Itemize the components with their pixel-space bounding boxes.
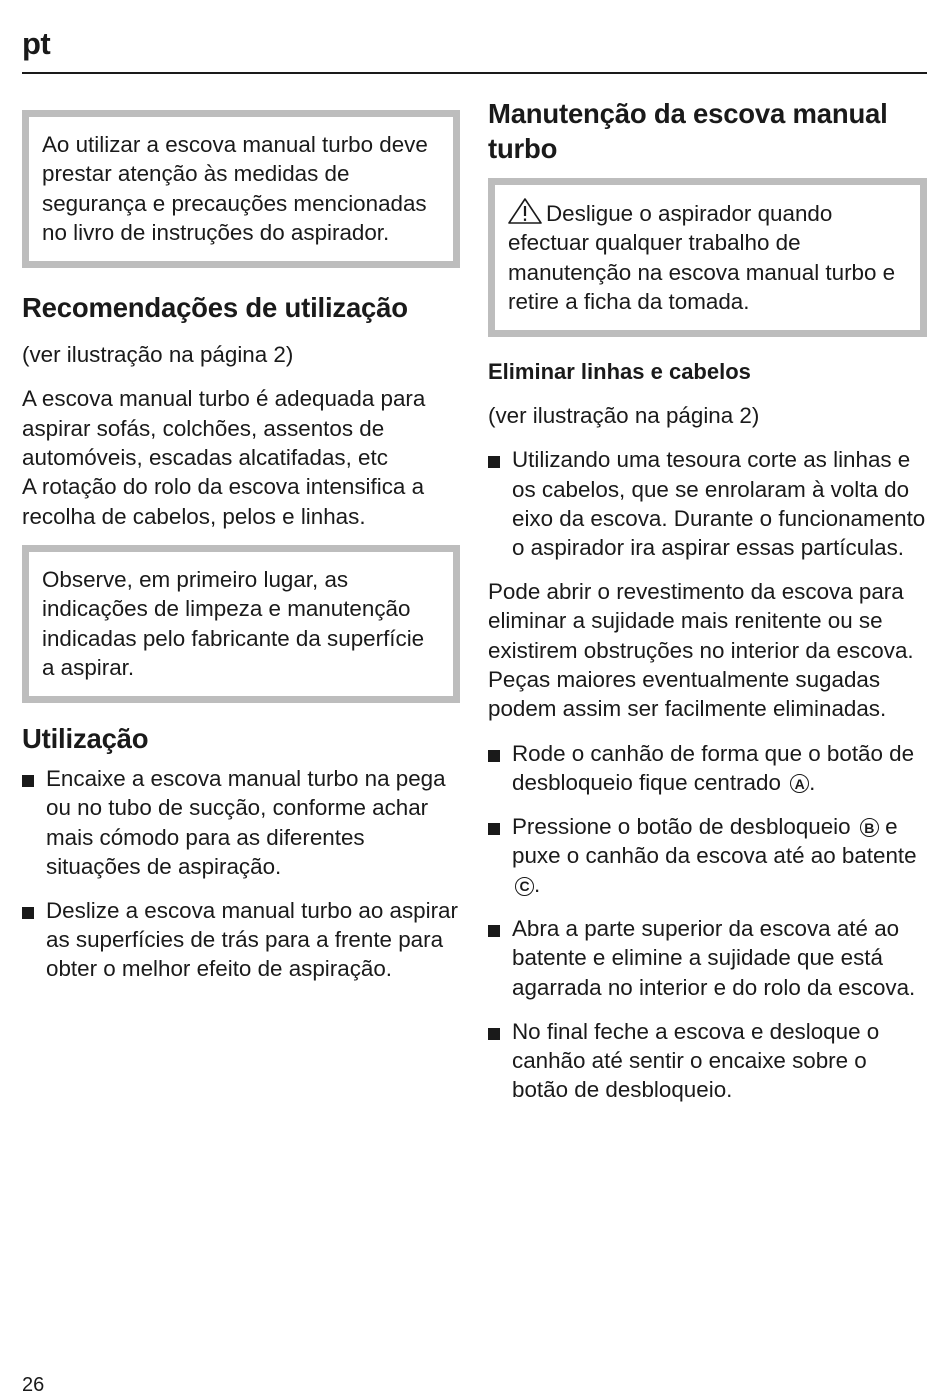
- cut-item: Utilizando uma tesoura corte as linhas e os cabelos, que se enrolaram à volta do eixo da escova. Durante o funcionamento o aspirador ira aspirar essas partículas.: [488, 445, 927, 562]
- language-code: pt: [22, 26, 51, 61]
- marker-a-icon: A: [790, 774, 809, 793]
- cleaning-notice-box: [22, 545, 460, 703]
- maintenance-heading: Manutenção da escova manual turbo: [488, 98, 888, 164]
- safety-notice-box: [22, 110, 460, 268]
- remove-threads-heading: Eliminar linhas e cabelos: [488, 359, 751, 385]
- step-item-2: [488, 812, 927, 900]
- warning-text: Desligue o aspirador quando efectuar qualquer trabalho de manutenção na escova manual turbo e retire a ficha da tomada.: [508, 201, 896, 314]
- recommendations-reference: (ver ilustração na página 2): [22, 342, 294, 368]
- safety-notice-text: Ao utilizar a escova manual turbo deve prestar atenção às medidas de segurança e precauções mencionadas no livro de instruções do aspirador.: [42, 132, 428, 245]
- steps-list: [488, 739, 927, 1105]
- step-item-3: Abra a parte superior da escova até ao batente e elimine a sujidade que está agarrada no interior e do rolo da escova.: [488, 914, 927, 1002]
- right-column: [488, 96, 927, 1119]
- step-2-end: .: [534, 872, 541, 898]
- left-column: [22, 96, 460, 998]
- recommendations-heading: Recomendações de utilização: [22, 292, 408, 324]
- usage-list: [22, 764, 460, 984]
- step-item-4: No final feche a escova e desloque o canhão até sentir o encaixe sobre o botão de desbloqueio.: [488, 1017, 927, 1105]
- page-number: 26: [22, 1374, 45, 1396]
- usage-heading: Utilização: [22, 723, 149, 755]
- step-2-text-b: e puxe o canhão da escova até ao batente: [512, 813, 917, 869]
- step-item-1: [488, 739, 927, 798]
- warning-box: [488, 178, 927, 337]
- header-rule: [22, 72, 927, 74]
- step-2-text-a: Pressione o botão de desbloqueio: [512, 813, 851, 839]
- cleaning-notice-text: Observe, em primeiro lugar, as indicações de limpeza e manutenção indicadas pelo fabricante da superfície a aspirar.: [42, 566, 425, 680]
- cut-list: [488, 445, 927, 562]
- open-brush-paragraph: Pode abrir o revestimento da escova para eliminar a sujidade mais renitente ou se existirem obstruções no interior da escova. Peças maiores eventualmente sugadas podem assim ser facilmente eliminadas.: [488, 579, 914, 722]
- step-1-end: .: [809, 769, 816, 795]
- remove-threads-reference: (ver ilustração na página 2): [488, 403, 760, 429]
- recommendations-paragraph-2: A rotação do rolo da escova intensifica a recolha de cabelos, pelos e linhas.: [22, 474, 425, 529]
- usage-item-1: Encaixe a escova manual turbo na pega ou no tubo de sucção, conforme achar mais cómodo para as diferentes situações de aspiração.: [22, 764, 460, 881]
- marker-b-icon: B: [860, 818, 879, 837]
- step-1-text: Rode o canhão de forma que o botão de desbloqueio fique centrado: [512, 740, 915, 795]
- marker-c-icon: C: [515, 877, 534, 896]
- warning-triangle-icon: [508, 198, 542, 224]
- usage-item-2: Deslize a escova manual turbo ao aspirar as superfícies de trás para a frente para obter o melhor efeito de aspiração.: [22, 896, 460, 984]
- recommendations-paragraph-1: A escova manual turbo é adequada para aspirar sofás, colchões, assentos de automóveis, escadas alcatifadas, etc: [22, 386, 426, 471]
